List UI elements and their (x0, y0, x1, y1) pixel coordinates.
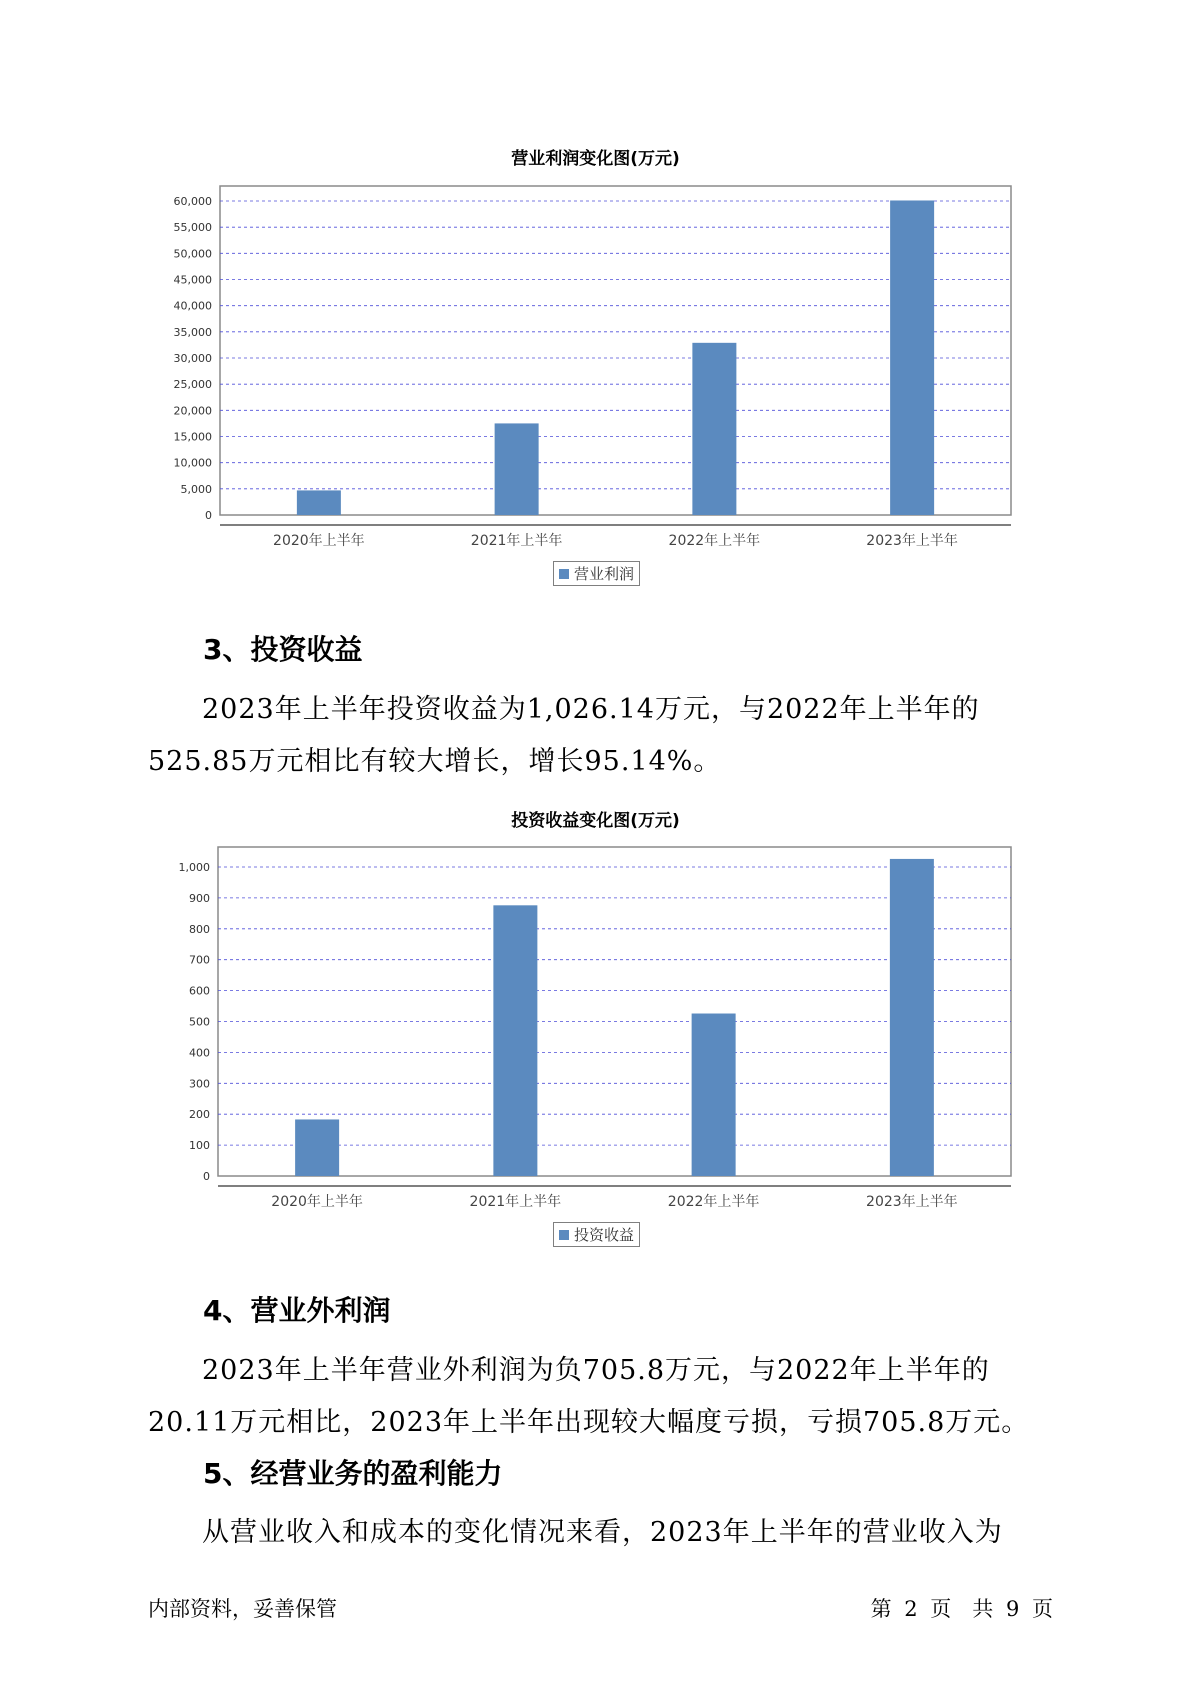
chart1-y-tick-label: 10,000 (173, 456, 212, 470)
chart2-y-tick-label: 1,000 (178, 861, 210, 874)
chart2-y-tick-label: 400 (189, 1046, 210, 1060)
chart1-y-tick-label: 5,000 (180, 482, 212, 496)
chart2-x-tick-label: 2020年上半年 (271, 1194, 363, 1210)
chart2-y-tick-label: 300 (189, 1077, 210, 1091)
chart2-y-tick-label: 200 (189, 1108, 210, 1122)
chart1-y-tick-label: 0 (205, 509, 212, 522)
section5-heading: 5、经营业务的盈利能力 (203, 1457, 503, 1490)
chart1-title: 营业利润变化图(万元) (511, 149, 680, 169)
chart1-y-tick-label: 50,000 (173, 247, 212, 261)
section4-paragraph: 2023年上半年营业外利润为负705.8万元，与2022年上半年的20.11万元相比，2023年上半年出现较大幅度亏损，亏损705.8万元。 (148, 1355, 1030, 1438)
chart2-x-tick-label: 2021年上半年 (469, 1194, 562, 1210)
chart2-title: 投资收益变化图(万元) (511, 811, 680, 831)
chart2-x-tick-label: 2023年上半年 (866, 1194, 958, 1210)
chart2-y-tick-label: 500 (189, 1015, 210, 1029)
chart2-bar (295, 1119, 339, 1176)
chart1-y-tick-label: 30,000 (173, 352, 212, 365)
chart2-bar (890, 859, 934, 1176)
section3-heading: 3、投资收益 (203, 633, 363, 666)
chart2-plot-area (218, 847, 1011, 1176)
chart1-y-tick-label: 45,000 (173, 273, 212, 287)
chart2-y-tick-label: 100 (189, 1139, 210, 1153)
chart1-bar (692, 343, 736, 515)
chart2-legend (553, 1222, 640, 1247)
chart1-bar (890, 200, 934, 515)
chart2-y-tick-label: 600 (189, 984, 210, 998)
legend-swatch-icon (559, 569, 569, 579)
chart1-y-tick-label: 40,000 (173, 299, 212, 313)
chart1-y-tick-label: 35,000 (173, 325, 212, 339)
chart2-bar (493, 905, 537, 1176)
chart2-legend-label: 投资收益 (574, 1226, 635, 1244)
chart1-legend (553, 561, 640, 586)
chart2-y-tick-label: 800 (189, 922, 210, 936)
chart1-y-tick-label: 60,000 (173, 195, 212, 208)
chart1-legend-label: 营业利润 (574, 565, 635, 583)
chart1-x-tick-label: 2023年上半年 (866, 533, 958, 549)
chart2-y-tick-label: 900 (189, 891, 210, 905)
chart1-x-tick-label: 2021年上半年 (470, 533, 563, 549)
chart2-y-tick-label: 0 (203, 1170, 210, 1183)
chart1-bar (495, 423, 539, 515)
chart2-x-tick-label: 2022年上半年 (667, 1194, 760, 1210)
legend-swatch-icon (559, 1230, 569, 1240)
chart1-x-tick-label: 2022年上半年 (668, 533, 761, 549)
chart1-plot-area (220, 186, 1011, 515)
chart1-y-tick-label: 55,000 (173, 221, 212, 235)
section4-heading: 4、营业外利润 (203, 1294, 391, 1327)
footer-page-number: 第 2 页 共 9 页 (870, 1597, 1053, 1621)
section5-paragraph: 从营业收入和成本的变化情况来看，2023年上半年的营业收入为 (202, 1517, 1003, 1548)
chart1-y-tick-label: 15,000 (173, 430, 212, 444)
footer-confidential-note: 内部资料，妥善保管 (148, 1597, 337, 1621)
chart2-y-tick-label: 700 (189, 953, 210, 967)
chart1-x-tick-label: 2020年上半年 (273, 533, 365, 549)
section3-paragraph: 2023年上半年投资收益为1,026.14万元，与2022年上半年的525.85万元相比有较大增长，增长95.14%。 (148, 694, 980, 777)
chart1-y-tick-label: 20,000 (173, 404, 212, 418)
chart2-bar (692, 1014, 736, 1176)
chart1-y-tick-label: 25,000 (173, 378, 212, 392)
chart1-bar (297, 490, 341, 515)
